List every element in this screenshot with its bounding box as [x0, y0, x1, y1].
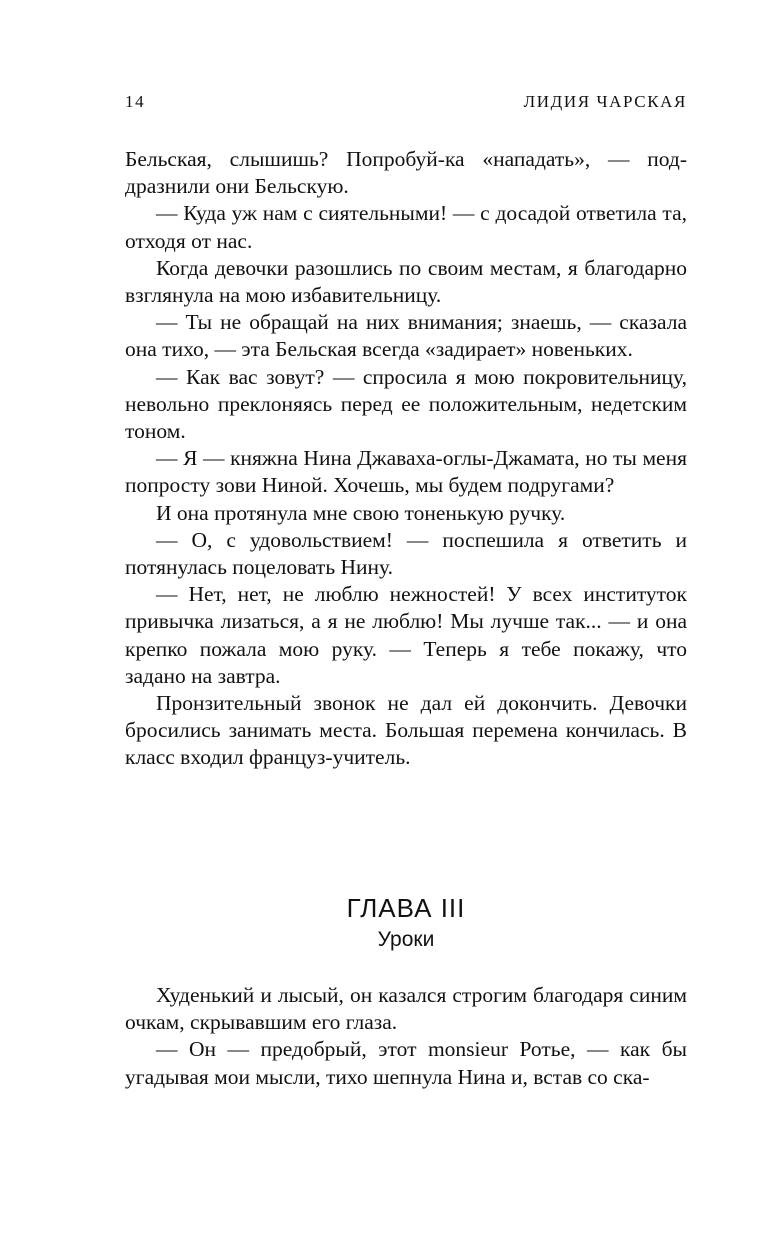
paragraph: И она протянула мне свою тоненькую ручку. — [156, 500, 566, 525]
body-text-after-chapter — [125, 982, 687, 1091]
chapter-subtitle: Уроки — [377, 928, 435, 951]
paragraph: — О, с удовольствием! — поспешила я ответить и потянулась поцеловать Нину. — [125, 527, 687, 580]
chapter-heading — [125, 893, 687, 956]
chapter-title: ГЛАВА III — [346, 893, 466, 923]
running-head-author: ЛИДИЯ ЧАРСКАЯ — [523, 92, 687, 111]
paragraph: — Он — предобрый, этот monsieur Ротье, — как бы угадывая мои мысли, тихо шепнула Нина и, встав со ска- — [125, 1037, 687, 1089]
body-text-before-chapter — [125, 146, 687, 772]
paragraph: Пронзительный звонок не дал ей докончить. Девочки бросились занимать места. Большая перемена кончилась. В класс входил француз-учитель. — [125, 691, 687, 770]
paragraph: — Как вас зовут? — спросила я мою покровительницу, невольно преклоняясь перед ее положительным, недетским тоном. — [125, 364, 687, 444]
page-header — [125, 92, 687, 118]
paragraph: — Ты не обращай на них внимания; знаешь, — сказала она тихо, — эта Бельская всегда «задирает» новеньких. — [125, 310, 687, 362]
page-number: 14 — [125, 92, 146, 111]
paragraph: Худенький и лысый, он казался строгим благодаря синим очкам, скрывавшим его глаза. — [125, 983, 687, 1035]
paragraph: — Я — княжна Нина Джаваха-оглы-Джамата, но ты меня попросту зови Ниной. Хочешь, мы будем подругами? — [125, 446, 687, 498]
paragraph: — Куда уж нам с сиятельными! — с досадой ответила та, отходя от нас. — [125, 201, 687, 253]
paragraph: — Нет, нет, не люблю нежностей! У всех институток привычка лизаться, а я не люблю! Мы лучше так... — и она крепко пожала мою руку. — Теперь я тебе покажу, что задано на завтра. — [125, 582, 687, 688]
paragraph: Бельская, слышишь? Попробуй-ка «нападать», — поддразнили они Бельскую. — [125, 147, 687, 199]
paragraph: Когда девочки разошлись по своим местам, я благодарно взглянула на мою избавительницу. — [125, 255, 687, 308]
